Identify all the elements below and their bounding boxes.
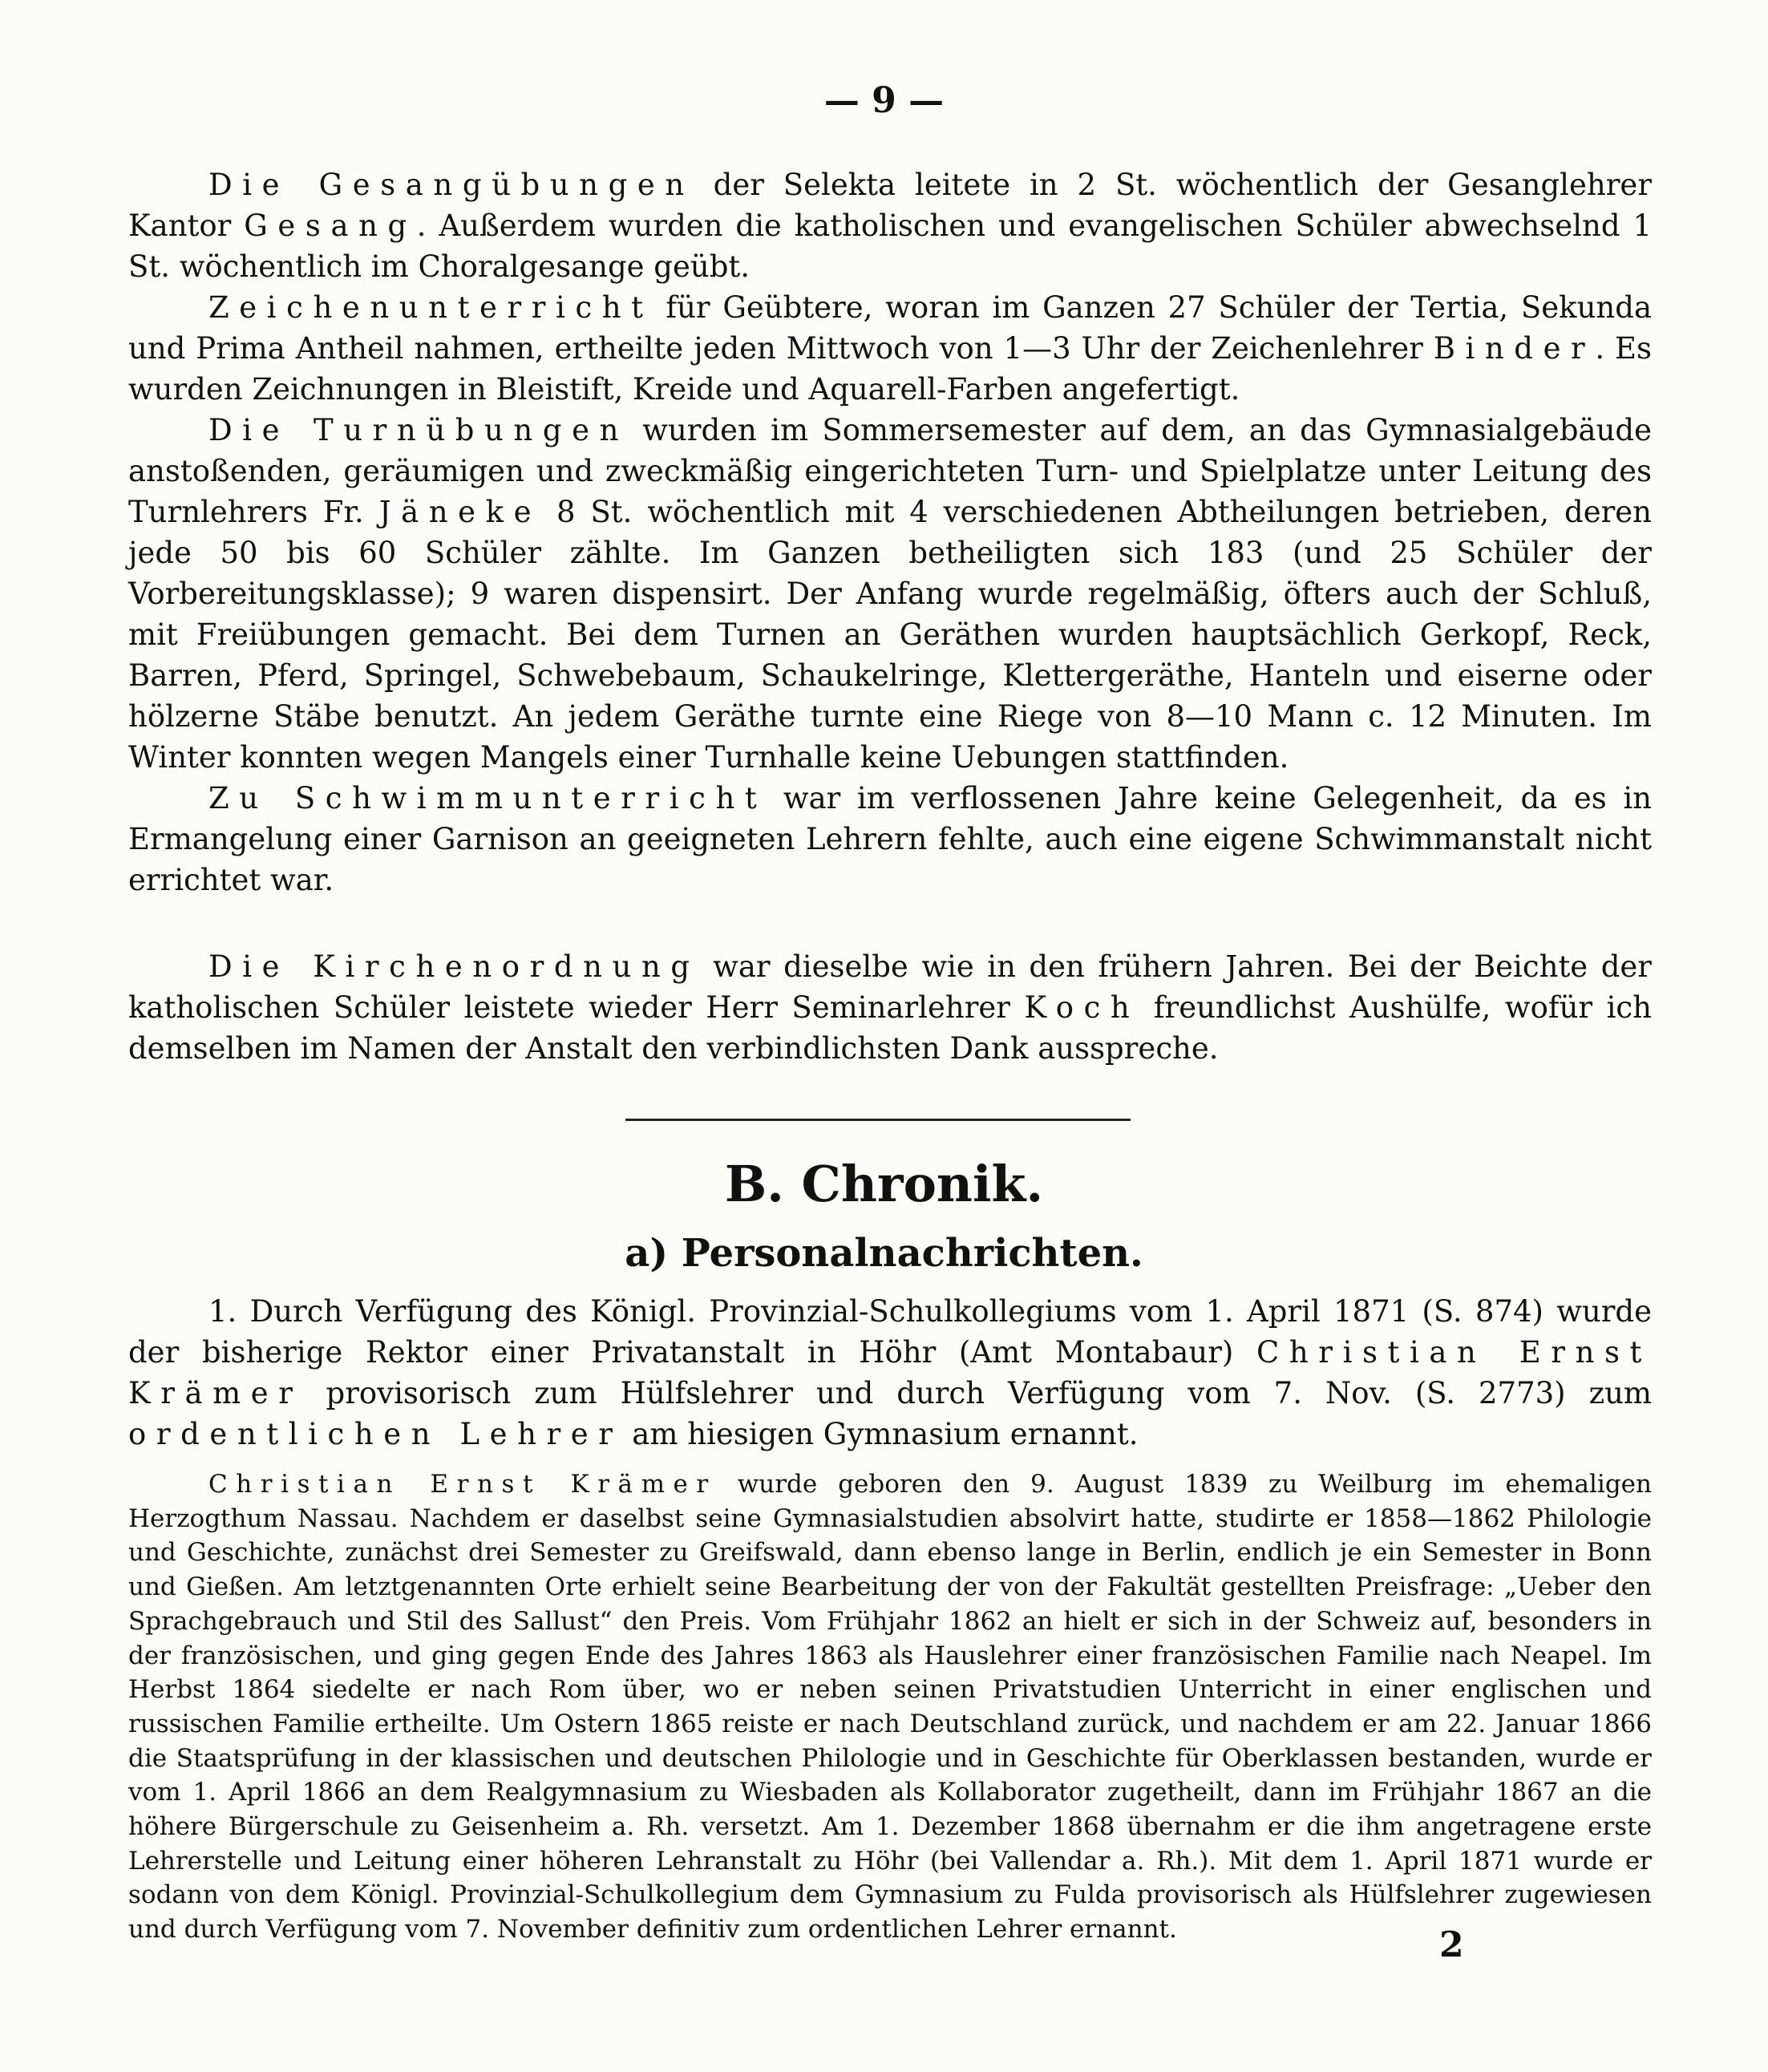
signature-mark: 2 bbox=[1439, 1924, 1464, 1965]
spaced-name: Christian Ernst Krämer bbox=[128, 1335, 1652, 1410]
paragraph-text: freundlichst Aushülfe, wofür ich demselben im Namen der Anstalt den verbindlichsten Dank ausspreche. bbox=[128, 990, 1652, 1066]
paragraph-gymnastics bbox=[128, 410, 1652, 778]
paragraph-text: 8 St. wöchentlich mit 4 verschiedenen Abtheilungen betrieben, deren jede 50 bis 60 Schüler zählte. Im Ganzen betheiligten sich 183 (und 25 Schüler der Vorbereitungsklasse); 9 waren dispensirt. Der Anfang wurde regelmäßig, öfters auch der Schluß, mit Freiübungen gemacht. Bei dem Turnen an Geräthen wurden hauptsächlich Gerkopf, Reck, Barren, Pferd, Springel, Schwebebaum, Schaukelringe, Klettergeräthe, Hanteln und eiserne oder hölzerne Stäbe benutzt. An jedem Geräthe turnte eine Riege von 8—10 Mann c. 12 Minuten. Im Winter konnten wegen Mangels einer Turnhalle keine Uebungen stattfinden. bbox=[128, 495, 1652, 775]
paragraph-text: der Selekta leitete in 2 St. wöchentlich der Gesanglehrer Kantor bbox=[128, 168, 1653, 243]
spaced-lead: Zeichenunterricht bbox=[208, 290, 653, 325]
paragraph-singing bbox=[128, 164, 1652, 287]
text-block-church bbox=[128, 946, 1652, 1069]
paragraph-text: 1. Durch Verfügung des Königl. Provinzial-Schulkollegiums vom 1. April 1871 (S. 874) wurde der bisherige Rektor einer Privatanstalt in Höhr (Amt Montabaur) bbox=[128, 1294, 1652, 1370]
spaced-name: Jäneke bbox=[378, 495, 542, 529]
biography-text: wurde geboren den 9. August 1839 zu Weilburg im ehemaligen Herzogthum Nassau. Nachdem er daselbst seine Gymnasialstudien absolvirt hatte, studirte er 1858—1862 Philologie und Geschichte, zunächst drei Semester zu Greifswald, dann ebenso lange in Berlin, endlich je ein Semester in Bonn und Gießen. Am letztgenannten Orte erhielt seine Bearbeitung der von der Fakultät gestellten Preisfrage: „Ueber den Sprachgebrauch und Stil des Sallust“ den Preis. Vom Frühjahr 1862 an hielt er sich in der Schweiz auf, besonders in der französischen, und ging gegen Ende des Jahres 1863 als Hauslehrer einer französischen Familie nach Neapel. Im Herbst 1864 siedelte er nach Rom über, wo er neben seinen Privatstudien Unterricht in einer englischen und russischen Familie ertheilte. Um Ostern 1865 reiste er nach Deutschland zurück, und nachdem er am 22. Januar 1866 die Staatsprüfung in der klassischen und deutschen Philologie und in Geschichte für Oberklassen bestanden, wurde er vom 1. April 1866 an dem Realgymnasium zu Wiesbaden als Kollaborator zugetheilt, dann im Frühjahr 1867 an die höhere Bürgerschule zu Geisenheim a. Rh. versetzt. Am 1. Dezember 1868 übernahm er die ihm angetragene erste Lehrerstelle und Leitung einer höheren Lehranstalt zu Höhr (bei Vallendar a. Rh.). Mit dem 1. April 1871 wurde er sodann von dem Königl. Provinzial-Schulkollegium dem Gymnasium zu Fulda provisorisch als Hülfslehrer zugewiesen und durch Verfügung vom 7. November definitiv zum ordentlichen Lehrer ernannt. bbox=[128, 1470, 1652, 1945]
paragraph-text: provisorisch zum Hülfslehrer und durch Verfügung vom 7. Nov. (S. 2773) zum bbox=[302, 1376, 1652, 1410]
paragraph-drawing bbox=[128, 287, 1652, 410]
text-block-personnel bbox=[128, 1291, 1652, 1455]
paragraph-text: war im verflossenen Jahre keine Gelegenheit, da es in Ermangelung einer Garnison an geeigneten Lehrern fehlte, auch eine eigene Schwimmanstalt nicht errichtet war. bbox=[128, 781, 1652, 897]
text-block-instruction bbox=[128, 164, 1652, 900]
spaced-name: Binder bbox=[1433, 331, 1596, 366]
paragraph-text: wurden im Sommersemester auf dem, an das Gymnasialgebäude anstoßenden, geräumigen und zweckmäßig eingerichteten Turn- und Spielplatze unter Leitung des Turnlehrers Fr. bbox=[128, 413, 1652, 529]
spaced-lead: Die Turnübungen bbox=[208, 413, 629, 447]
paragraph-text: für Geübtere, woran im Ganzen 27 Schüler der Tertia, Sekunda und Prima Antheil nahmen, ertheilte jeden Mittwoch von 1—3 Uhr der Zeichenlehrer bbox=[128, 290, 1652, 366]
paragraph-appointment bbox=[128, 1291, 1652, 1455]
paragraph-text: war dieselbe wie in den frühern Jahren. Bei der Beichte der katholischen Schüler leistete wieder Herr Seminarlehrer bbox=[128, 949, 1652, 1025]
paragraph-text: . Es wurden Zeichnungen in Bleistift, Kreide und Aquarell-Farben angefertigt. bbox=[128, 331, 1652, 407]
spaced-name: Gesang bbox=[244, 208, 417, 243]
section-subheading: a) Personalnachrichten. bbox=[625, 1231, 1143, 1276]
spaced-emphasis: ordentlichen Lehrer bbox=[128, 1417, 623, 1451]
section-heading: B. Chronik. bbox=[724, 1155, 1044, 1213]
spaced-lead: Zu Schwimmunterricht bbox=[208, 781, 767, 815]
paragraph-text: am hiesigen Gymnasium ernannt. bbox=[622, 1417, 1139, 1451]
spaced-lead: Die Kirchenordnung bbox=[208, 949, 700, 984]
paragraph-swimming bbox=[128, 778, 1652, 900]
page-number: — 9 — bbox=[823, 80, 945, 121]
paragraph-text: . Außerdem wurden die katholischen und evangelischen Schüler abwechselnd 1 St. wöchentlich im Choralgesange geübt. bbox=[128, 208, 1652, 284]
spaced-name: Koch bbox=[1024, 990, 1140, 1025]
paragraph-church bbox=[128, 946, 1652, 1069]
biography-paragraph bbox=[128, 1467, 1652, 1947]
spaced-lead: Die Gesangübungen bbox=[208, 168, 694, 202]
biography-block bbox=[128, 1467, 1652, 1947]
section-divider bbox=[625, 1119, 1131, 1121]
spaced-name: Christian Ernst Krämer bbox=[208, 1470, 717, 1499]
